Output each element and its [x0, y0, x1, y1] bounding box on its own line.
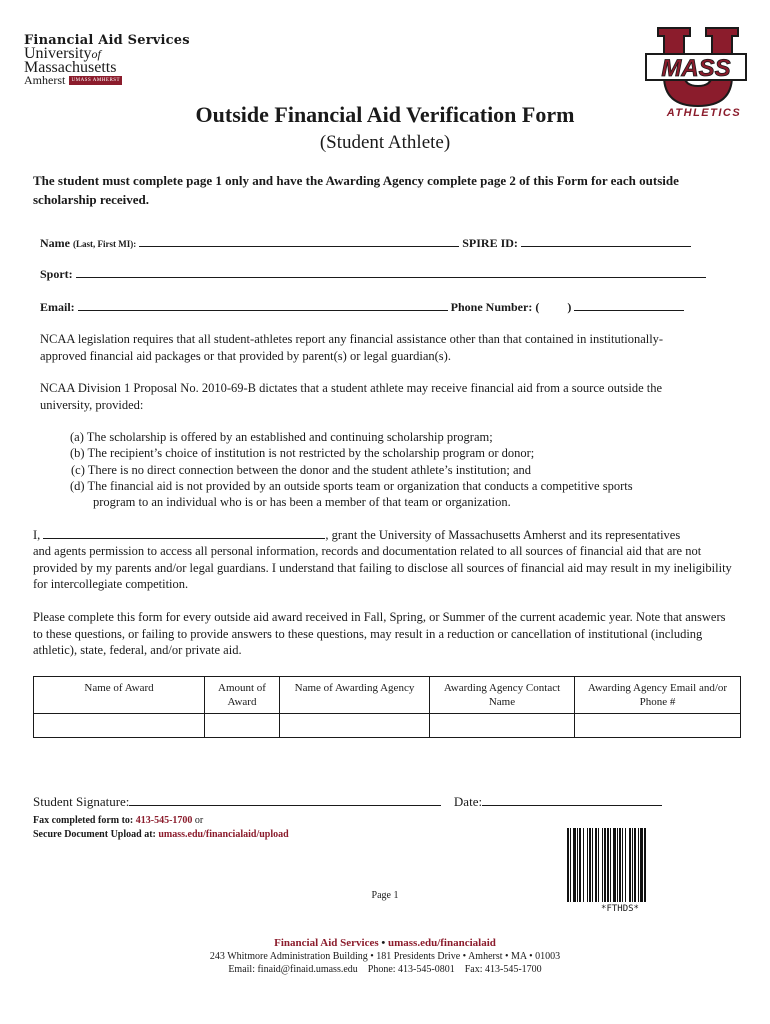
award-table [33, 676, 741, 738]
table-header-cell: Awarding Agency Email and/or Phone # [575, 677, 741, 714]
university-label: University [24, 45, 92, 62]
page-title: Outside Financial Aid Verification Form [195, 102, 575, 127]
barcode-bar [587, 828, 588, 902]
complete-paragraph: Please complete this form for every outside aid award received in Fall, Spring, or Summer of the current academic year. Note that answers to these questions, or failing to provide answers to these questions, may result in a reduction or cancellation of institutional (including athletic), state, federal, and/or private aid. [33, 610, 726, 657]
department-name: Financial Aid Services [24, 33, 190, 48]
table-header-cell: Awarding Agency Contact Name [430, 677, 575, 714]
date-input-line[interactable] [482, 793, 662, 806]
amherst-bar: UMASS AMHERST [69, 76, 122, 85]
email-input-line[interactable] [78, 298, 448, 311]
table-cell[interactable] [280, 714, 430, 738]
upload-line [33, 829, 289, 840]
table-header-row [34, 677, 741, 714]
footer-address: 243 Whitmore Administration Building • 181 Presidents Drive • Amherst • MA • 01003 [209, 951, 561, 962]
signature-label: Student Signature: [33, 794, 130, 809]
barcode-bar [622, 828, 623, 902]
sport-input-line[interactable] [76, 265, 706, 278]
logo-text: MASS [661, 55, 731, 82]
name-label: Name [40, 236, 70, 250]
barcode-bar [592, 828, 593, 902]
table-cell[interactable] [34, 714, 205, 738]
barcode-bar [632, 828, 633, 902]
footer-bullet: • [381, 937, 386, 949]
amherst-label: Amherst [24, 73, 66, 87]
email-label: Email: [40, 300, 75, 314]
upload-link[interactable]: umass.edu/financialaid/upload [158, 829, 289, 840]
footer-fax: Fax: 413-545-1700 [464, 964, 542, 975]
proposal-paragraph: NCAA Division 1 Proposal No. 2010-69-B dictates that a student athlete may receive financial aid from a source outside the university, provided: [40, 381, 663, 412]
name-input-line[interactable] [139, 234, 459, 247]
name-hint: (Last, First MI): [73, 239, 137, 249]
barcode-bar [634, 828, 636, 902]
barcode-bar [570, 828, 571, 902]
table-header-cell: Name of Awarding Agency [280, 677, 430, 714]
grant-first-line [33, 527, 680, 544]
barcode-bar [613, 828, 616, 902]
barcode-bar [604, 828, 606, 902]
name-field-row [40, 234, 691, 251]
footer-contact [0, 964, 770, 975]
instruction-text: The student must complete page 1 only and have the Awarding Agency complete page 2 of this Form for each outside scholarship received. [33, 173, 679, 207]
table-cell[interactable] [205, 714, 280, 738]
logo-subtext: ATHLETICS [666, 107, 742, 119]
barcode-bar [589, 828, 591, 902]
barcode-bar [619, 828, 621, 902]
of-label: of [91, 47, 101, 61]
barcode-bar [598, 828, 599, 902]
barcode-bar [644, 828, 646, 902]
barcode-bar [579, 828, 581, 902]
fax-line [33, 815, 203, 826]
ncaa-paragraph: NCAA legislation requires that all student-athletes report any financial assistance other than that contained in institutionally-approved financial aid packages or that provided by parent(s) or legal guardian(s). [40, 332, 664, 363]
list-item: (d) The financial aid is not provided by an outside sports team or organization that conducts a competitive sports [70, 479, 633, 493]
table-header-cell: Amount of Award [205, 677, 280, 714]
sport-label: Sport: [40, 267, 73, 281]
spire-input-line[interactable] [521, 234, 691, 247]
list-item: (c) There is no direct connection between the donor and the student athlete’s institution; and [71, 463, 532, 477]
date-label: Date: [453, 794, 483, 809]
upload-label: Secure Document Upload at: [33, 829, 156, 840]
sport-field-row [40, 265, 706, 282]
barcode-bar [577, 828, 578, 902]
barcode-bar [602, 828, 603, 902]
footer-url[interactable]: umass.edu/financialaid [387, 937, 496, 949]
fax-label: Fax completed form to: [33, 815, 134, 826]
barcode-text: *FTHDS* [601, 904, 639, 914]
barcode-bar [610, 828, 611, 902]
barcode-bar [573, 828, 576, 902]
barcode-bar [625, 828, 626, 902]
table-cell[interactable] [575, 714, 741, 738]
grant-text: , grant the University of Massachusetts Amherst and its representatives [325, 528, 681, 542]
barcode-bar [617, 828, 618, 902]
barcode-bar [638, 828, 639, 902]
amherst-wordmark [24, 74, 122, 87]
fax-number: 413-545-1700 [135, 815, 193, 826]
barcode-bar [607, 828, 609, 902]
signature-row [33, 793, 662, 810]
barcode-bar [640, 828, 643, 902]
phone-close: ) [567, 300, 572, 314]
barcode [566, 828, 674, 908]
footer-dept: Financial Aid Services [274, 937, 379, 949]
phone-input-line[interactable] [574, 298, 684, 311]
fax-or: or [194, 815, 204, 826]
barcode-bar [595, 828, 597, 902]
massachusetts-wordmark: Massachusetts [24, 59, 117, 76]
page-subtitle: (Student Athlete) [319, 132, 451, 153]
signature-input-line[interactable] [129, 793, 441, 806]
grant-name-input-line[interactable] [43, 527, 325, 539]
list-item: (b) The recipient’s choice of institution is not restricted by the scholarship program or donor; [70, 446, 535, 460]
barcode-bar [567, 828, 569, 902]
footer-phone: Phone: 413-545-0801 [367, 964, 455, 975]
grant-prefix: I, [33, 528, 41, 542]
table-cell[interactable] [430, 714, 575, 738]
page-number: Page 1 [371, 890, 399, 901]
grant-paragraph: and agents permission to access all personal information, records and documentation related to all sources of financial aid that are not provided by my parents and/or legal guardians. I understand that failing to disclose all sources of financial aid may result in my ineligibility for intercollegiate competition. [33, 544, 732, 591]
footer-email: Email: finaid@finaid.umass.edu [228, 964, 358, 975]
email-field-row [40, 298, 684, 315]
list-item: program to an individual who is or has been a member of that team or organization. [93, 495, 511, 509]
phone-label: Phone Number: ( [450, 300, 540, 314]
barcode-bar [583, 828, 584, 902]
barcode-bar [629, 828, 631, 902]
list-item: (a) The scholarship is offered by an established and continuing scholarship program; [70, 430, 493, 444]
table-header-cell: Name of Award [34, 677, 205, 714]
table-row [34, 714, 741, 738]
spire-label: SPIRE ID: [462, 236, 518, 250]
footer-title [0, 937, 770, 949]
